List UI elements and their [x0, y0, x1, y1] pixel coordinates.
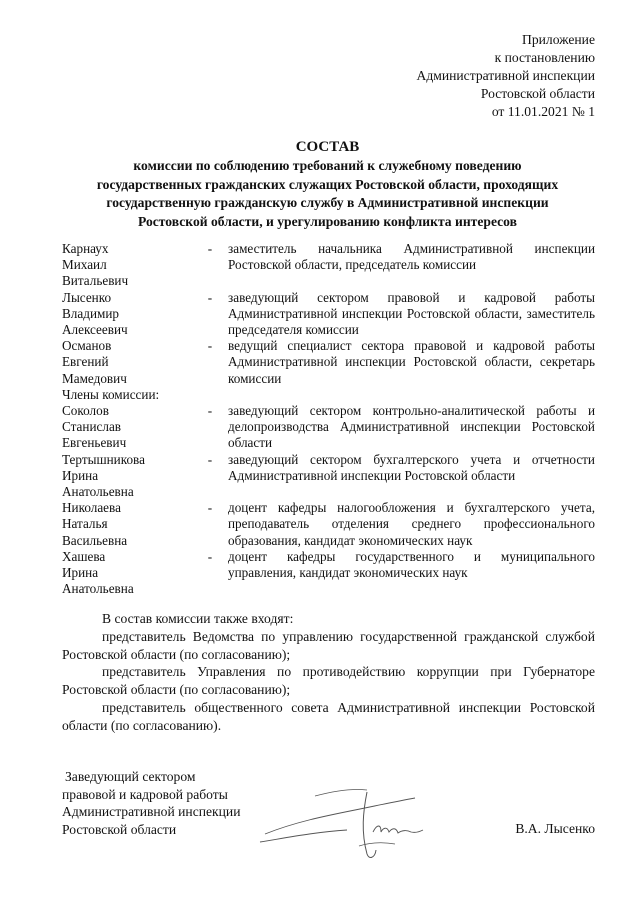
member-patronymic: Мамедович	[62, 370, 127, 386]
member-role: доцент кафедры государственного и муниципального управления, кандидат экономических наук	[228, 548, 595, 581]
member-name	[62, 500, 192, 549]
member-surname: Карнаух	[62, 241, 109, 256]
member-name	[62, 452, 192, 501]
dash-separator: -	[207, 548, 213, 564]
signature-position	[62, 768, 240, 838]
title-line: Ростовской области, и урегулированию конфликта интересов	[138, 213, 517, 229]
appendix-line: к постановлению	[494, 50, 595, 65]
member-surname: Николаева	[62, 500, 121, 516]
member-first-name: Евгений	[62, 354, 109, 370]
member-row	[62, 403, 595, 452]
dash-separator: -	[207, 338, 213, 354]
member-first-name: Ирина	[62, 467, 99, 483]
title-main: СОСТАВ	[295, 139, 360, 155]
appendix-line: Приложение	[522, 32, 595, 47]
dash-separator: -	[207, 289, 213, 305]
member-first-name: Станислав	[62, 419, 122, 435]
document-title	[60, 137, 595, 231]
member-role: ведущий специалист сектора правовой и кадровой работы Административной инспекции Ростовской области, секретарь комиссии	[228, 338, 595, 386]
member-name	[62, 549, 192, 598]
member-role: заведующий сектором бухгалтерского учета и отчетности Административной инспекции Ростовской области	[228, 451, 595, 483]
member-patronymic: Евгеньевич	[62, 435, 127, 451]
additional-members	[62, 610, 595, 735]
title-line: государственную гражданскую службу в Административной инспекции	[106, 195, 549, 211]
member-patronymic: Васильевна	[62, 532, 128, 548]
additional-item: представитель общественного совета Административной инспекции Ростовской области (по согласованию).	[62, 699, 595, 733]
member-surname: Тертышникова	[62, 451, 145, 467]
member-first-name: Наталья	[62, 516, 108, 532]
position-line: правовой и кадровой работы	[62, 786, 228, 802]
member-role: заместитель начальника Административной инспекции Ростовской области, председатель комиссии	[228, 241, 595, 273]
member-first-name: Михаил	[62, 257, 107, 273]
member-surname: Соколов	[62, 403, 109, 419]
appendix-line: Ростовской области	[480, 86, 595, 101]
member-surname: Османов	[62, 338, 112, 354]
member-name	[62, 403, 192, 452]
member-row	[62, 500, 595, 549]
member-patronymic: Алексеевич	[62, 322, 128, 338]
member-name	[62, 338, 192, 387]
title-line: государственных гражданских служащих Ростовской области, проходящих	[96, 176, 559, 192]
member-row	[62, 338, 595, 387]
member-role: заведующий сектором контрольно-аналитической работы и делопроизводства Административной инспекции Ростовской области	[228, 403, 595, 451]
appendix-line: Административной инспекции	[416, 68, 595, 83]
position-line: Ростовской области	[62, 821, 177, 837]
member-role: доцент кафедры налогообложения и бухгалтерского учета, преподаватель отделения среднего профессионального образования, кандидат экономических наук	[228, 500, 595, 548]
member-surname: Лысенко	[62, 289, 112, 305]
additional-intro: В состав комиссии также входят:	[102, 611, 294, 626]
appendix-date-number: от 11.01.2021 № 1	[491, 104, 595, 119]
member-patronymic: Анатольевна	[62, 581, 134, 597]
dash-separator: -	[207, 451, 213, 467]
member-first-name: Ирина	[62, 565, 99, 581]
commission-members-list	[62, 241, 595, 597]
member-surname: Хашева	[62, 548, 106, 564]
signer-name: В.А. Лысенко	[515, 821, 595, 836]
member-first-name: Владимир	[62, 305, 119, 321]
additional-item: представитель Управления по противодействию коррупции при Губернаторе Ростовской области (по согласованию);	[62, 664, 595, 698]
handwritten-signature	[255, 772, 430, 867]
members-label: Члены комиссии:	[62, 386, 160, 402]
dash-separator: -	[207, 241, 213, 256]
member-row	[62, 290, 595, 339]
member-patronymic: Витальевич	[62, 273, 129, 289]
additional-item: представитель Ведомства по управлению государственной гражданской службой Ростовской области (по согласованию);	[62, 628, 595, 662]
member-patronymic: Анатольевна	[62, 484, 134, 500]
member-name	[62, 290, 192, 339]
member-row	[62, 241, 595, 290]
dash-separator: -	[207, 500, 213, 516]
dash-separator: -	[207, 403, 213, 419]
appendix-header	[417, 31, 595, 121]
member-row	[62, 452, 595, 501]
title-line: комиссии по соблюдению требований к служебному поведению	[133, 158, 522, 173]
member-row	[62, 549, 595, 598]
position-line: Заведующий сектором	[65, 769, 196, 784]
member-role: заведующий сектором правовой и кадровой работы Административной инспекции Ростовской области, заместитель председателя комиссии	[228, 289, 595, 338]
position-line: Административной инспекции	[62, 804, 241, 820]
member-name	[62, 241, 192, 290]
